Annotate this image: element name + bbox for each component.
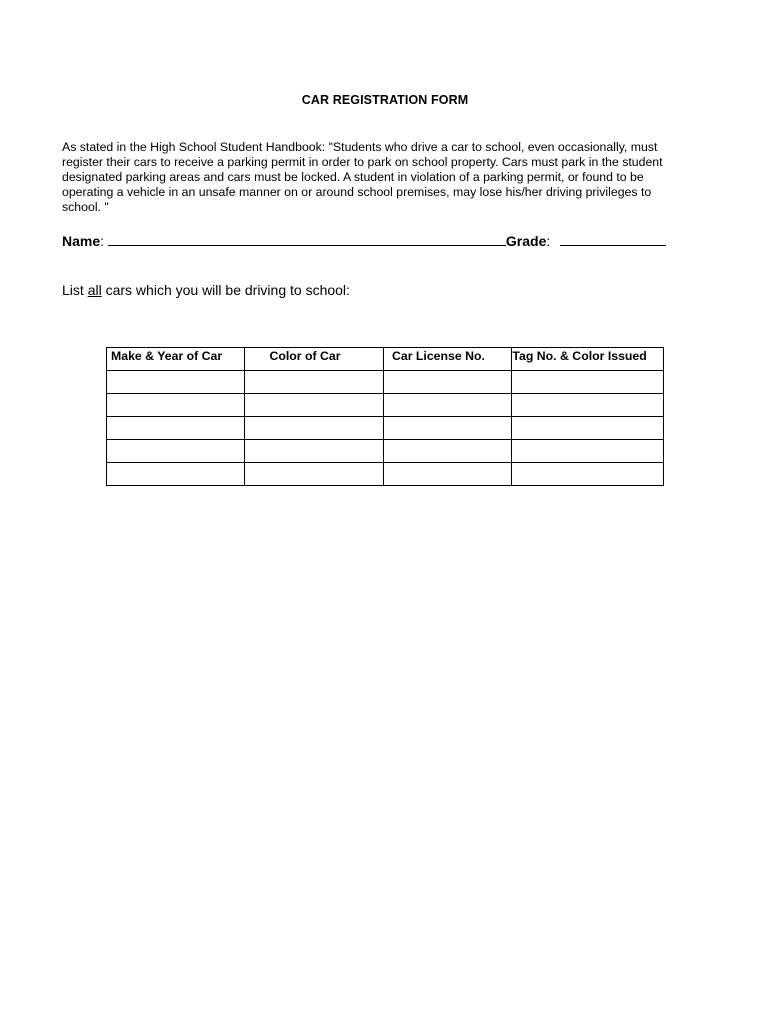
header-make-year: Make & Year of Car xyxy=(107,348,245,371)
cell-tag-color[interactable] xyxy=(512,417,664,440)
cell-color[interactable] xyxy=(245,463,383,486)
statement-line: operating a vehicle in an unsafe manner on or around school premises, may lose his/her driving privileges to xyxy=(62,185,652,199)
table-header-row xyxy=(107,348,664,371)
grade-label: Grade xyxy=(505,233,547,249)
cell-tag-color[interactable] xyxy=(512,394,664,417)
grade-field[interactable] xyxy=(560,231,666,246)
list-instruction-suffix: cars which you will be driving to school: xyxy=(101,282,350,298)
cell-tag-color[interactable] xyxy=(512,440,664,463)
header-color: Color of Car xyxy=(245,348,383,371)
cell-color[interactable] xyxy=(245,440,383,463)
cell-license[interactable] xyxy=(383,394,511,417)
cell-license[interactable] xyxy=(383,463,511,486)
cell-make-year[interactable] xyxy=(107,417,245,440)
list-instruction xyxy=(62,282,350,298)
cell-tag-color[interactable] xyxy=(512,371,664,394)
list-instruction-prefix: List xyxy=(62,282,88,298)
name-grade-row xyxy=(62,231,666,249)
name-field[interactable] xyxy=(108,231,506,246)
statement-line: register their cars to receive a parking permit in order to park on school property. Cars must park in the student xyxy=(62,155,663,169)
table-row xyxy=(107,417,664,440)
cell-color[interactable] xyxy=(245,417,383,440)
cell-color[interactable] xyxy=(245,371,383,394)
table-row xyxy=(107,394,664,417)
name-colon: : xyxy=(100,233,105,249)
cell-make-year[interactable] xyxy=(107,371,245,394)
header-tag-color: Tag No. & Color Issued xyxy=(512,348,664,371)
list-instruction-emphasis: all xyxy=(87,282,102,298)
cell-license[interactable] xyxy=(383,371,511,394)
cell-tag-color[interactable] xyxy=(512,463,664,486)
cell-license[interactable] xyxy=(383,440,511,463)
table-row xyxy=(107,371,664,394)
grade-colon: : xyxy=(546,233,551,249)
table-row xyxy=(107,440,664,463)
cell-make-year[interactable] xyxy=(107,463,245,486)
form-title: CAR REGISTRATION FORM xyxy=(301,93,469,107)
table-row xyxy=(107,463,664,486)
name-label: Name xyxy=(62,233,101,249)
cell-make-year[interactable] xyxy=(107,394,245,417)
cell-color[interactable] xyxy=(245,394,383,417)
handbook-statement xyxy=(62,140,702,215)
statement-line: designated parking areas and cars must be locked. A student in violation of a parking permit, or found to be xyxy=(62,170,644,184)
statement-line: school. " xyxy=(62,200,109,214)
statement-line: As stated in the High School Student Handbook: "Students who drive a car to school, even occasionally, must xyxy=(62,140,658,154)
cell-license[interactable] xyxy=(383,417,511,440)
cell-make-year[interactable] xyxy=(107,440,245,463)
header-license: Car License No. xyxy=(383,348,511,371)
cars-table xyxy=(106,347,664,486)
